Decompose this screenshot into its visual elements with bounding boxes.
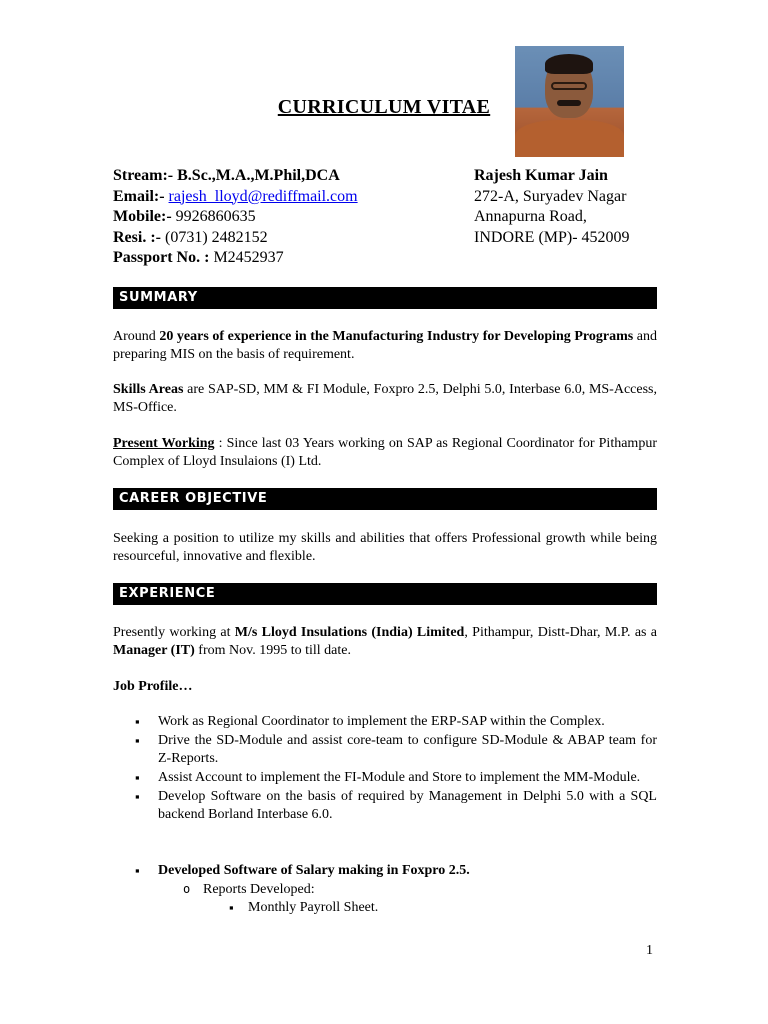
page-number: 1 <box>646 943 653 958</box>
present-working-paragraph: Present Working : Since last 03 Years working on SAP as Regional Coordinator for Pithampur Complex of Lloyd Insulaions (I) Ltd. <box>113 436 657 469</box>
salary-software-list <box>113 862 657 917</box>
career-objective-heading: CAREER OBJECTIVE <box>113 488 657 510</box>
job-profile-label: Job Profile… <box>113 679 193 694</box>
list-item: ▪ Develop Software on the basis of required by Management in Delphi 5.0 with a SQL backend Borland Interbase 6.0. <box>113 788 657 824</box>
job-profile-list <box>113 713 657 825</box>
stream-line: Stream:- B.Sc.,M.A.,M.Phil,DCA <box>113 167 340 184</box>
sub-sub-list-item: ▪ Monthly Payroll Sheet. <box>113 899 657 917</box>
email-line: Email:- rajesh_lloyd@rediffmail.com <box>113 187 358 205</box>
career-objective-text: Seeking a position to utilize my skills and abilities that offers Professional growth while being resourceful, innovative and flexible. <box>113 531 657 564</box>
mobile-line: Mobile:- 9926860635 <box>113 208 256 225</box>
list-item: ▪ Drive the SD-Module and assist core-team to configure SD-Module & ABAP team for Z-Reports. <box>113 732 657 768</box>
address-line-1: 272-A, Suryadev Nagar <box>474 187 627 205</box>
experience-paragraph: Presently working at M/s Lloyd Insulations (India) Limited, Pithampur, Distt-Dhar, M.P. as a Manager (IT) from Nov. 1995 to till date. <box>113 625 657 658</box>
summary-paragraph-1: Around 20 years of experience in the Manufacturing Industry for Developing Programs and preparing MIS on the basis of requirement. <box>113 329 657 362</box>
list-item: ▪ Work as Regional Coordinator to implement the ERP-SAP within the Complex. <box>113 713 657 731</box>
skills-paragraph: Skills Areas are SAP-SD, MM & FI Module, Foxpro 2.5, Delphi 5.0, Interbase 6.0, MS-Access, MS-Office. <box>113 382 657 415</box>
page-title: CURRICULUM VITAE <box>277 96 491 118</box>
summary-heading: SUMMARY <box>113 287 657 309</box>
address-line-2: Annapurna Road, <box>474 208 587 225</box>
resi-line: Resi. :- (0731) 2482152 <box>113 228 268 246</box>
address-line-3: INDORE (MP)- 452009 <box>474 228 630 246</box>
contact-block-left <box>113 166 358 269</box>
experience-heading: EXPERIENCE <box>113 583 657 605</box>
list-item: ▪ Developed Software of Salary making in Foxpro 2.5. <box>113 862 657 880</box>
email-link[interactable]: rajesh_lloyd@rediffmail.com <box>168 187 358 205</box>
sub-list-item: o Reports Developed: <box>113 881 657 899</box>
passport-line: Passport No. : M2452937 <box>113 249 284 266</box>
candidate-name: Rajesh Kumar Jain <box>474 167 608 184</box>
list-item: ▪ Assist Account to implement the FI-Module and Store to implement the MM-Module. <box>113 769 657 787</box>
contact-block-right <box>474 166 630 248</box>
